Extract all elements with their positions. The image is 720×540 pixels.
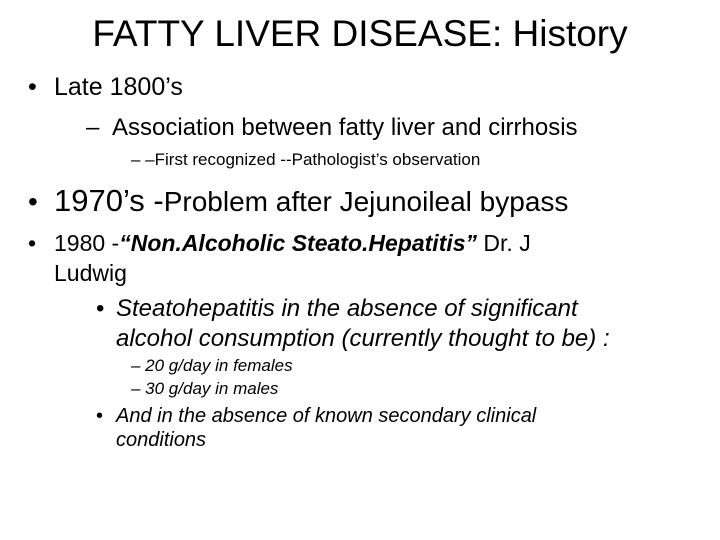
threshold-females: – 20 g/day in females bbox=[131, 356, 293, 375]
bullet-1980-continuation: Ludwig bbox=[54, 260, 127, 286]
bullet-emphasis: “Non.Alcoholic Steato.Hepatitis” bbox=[119, 230, 478, 256]
bullet-suffix: Dr. J bbox=[477, 230, 531, 256]
bullet-marker: • bbox=[96, 405, 104, 427]
sub-sub-bullet-first-recognized: – –First recognized --Pathologist’s observation bbox=[131, 150, 481, 169]
bullet-marker: • bbox=[96, 295, 105, 322]
dash-marker: – bbox=[86, 114, 100, 141]
sub-bullet-steatohepatitis-continuation: alcohol consumption (currently thought to be) : bbox=[116, 325, 610, 352]
sub-bullet-steatohepatitis bbox=[96, 294, 578, 324]
sub-bullet-secondary-conditions-continuation: conditions bbox=[116, 429, 207, 451]
bullet-prefix: 1980 - bbox=[54, 230, 120, 256]
sub-bullet-association bbox=[86, 112, 578, 144]
bullet-text: Late 1800’s bbox=[54, 73, 183, 101]
sub-bullet-text: Steatohepatitis in the absence of significant bbox=[116, 295, 578, 322]
slide-title: FATTY LIVER DISEASE: History bbox=[92, 13, 628, 54]
bullet-1970s bbox=[28, 182, 568, 221]
bullet-lead: 1970’s - bbox=[54, 183, 164, 218]
sub-bullet-secondary-conditions bbox=[96, 403, 536, 429]
bullet-text: Problem after Jejunoileal bypass bbox=[163, 186, 569, 217]
bullet-1980 bbox=[28, 228, 531, 258]
bullet-marker: • bbox=[28, 73, 37, 101]
threshold-males: – 30 g/day in males bbox=[131, 379, 279, 398]
sub-bullet-text: And in the absence of known secondary clinical bbox=[116, 405, 537, 427]
bullet-marker: • bbox=[28, 186, 38, 217]
bullet-marker: • bbox=[28, 230, 37, 256]
sub-bullet-text: Association between fatty liver and cirrhosis bbox=[112, 114, 578, 141]
bullet-late-1800s bbox=[28, 70, 183, 104]
